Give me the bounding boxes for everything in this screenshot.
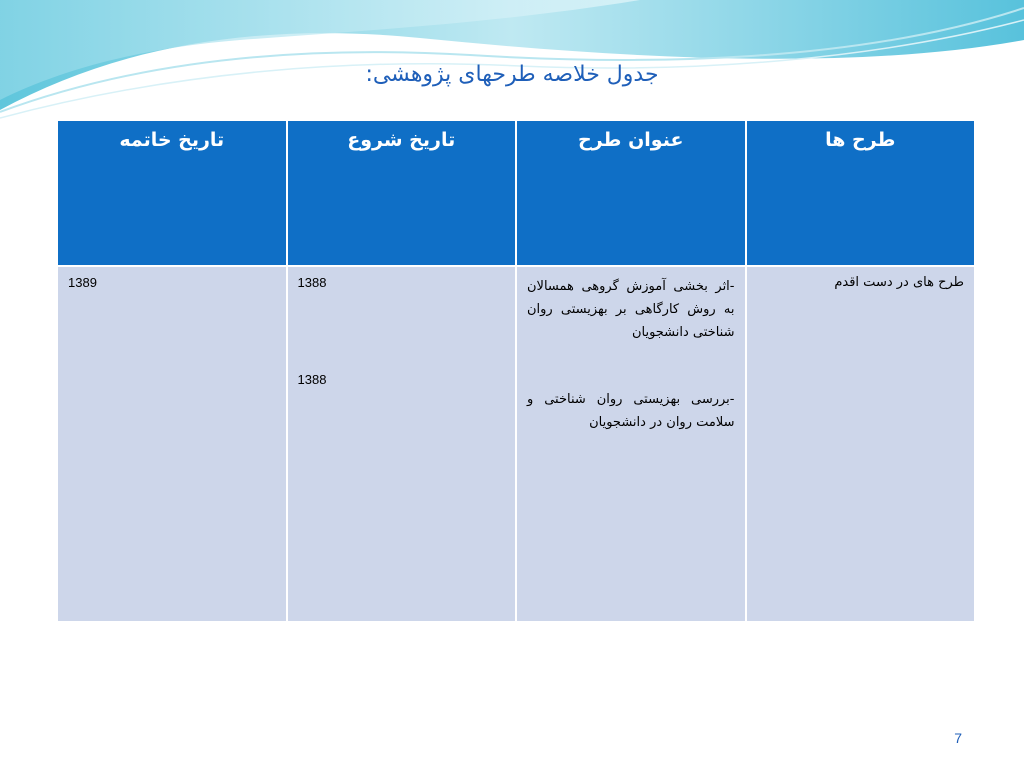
header-project-title: عنوان طرح xyxy=(516,120,746,266)
research-summary-table xyxy=(56,119,976,623)
header-start-date: تاریخ شروع xyxy=(287,120,517,266)
header-end-date: تاریخ خاتمه xyxy=(57,120,287,266)
cell-project-status: طرح های در دست اقدم xyxy=(746,266,976,622)
table-header-row xyxy=(57,120,975,266)
table-row xyxy=(57,266,975,622)
start-date-2: 1388 xyxy=(297,372,327,387)
slide-title: جدول خلاصه طرحهای پژوهشی: xyxy=(365,62,659,87)
project-title-1: -اثر بخشی آموزش گروهی همسالان به روش کارگاهی بر بهزیستی روان شناختی دانشجویان xyxy=(527,279,735,340)
cell-start-dates xyxy=(287,266,517,622)
cell-project-titles xyxy=(516,266,746,622)
header-projects: طرح ها xyxy=(746,120,976,266)
project-title-2: -بررسی بهزیستی روان شناختی و سلامت روان در دانشجویان xyxy=(527,392,735,430)
cell-end-date: 1389 xyxy=(57,266,287,622)
start-date-1: 1388 xyxy=(297,275,327,290)
page-number: 7 xyxy=(954,730,962,746)
